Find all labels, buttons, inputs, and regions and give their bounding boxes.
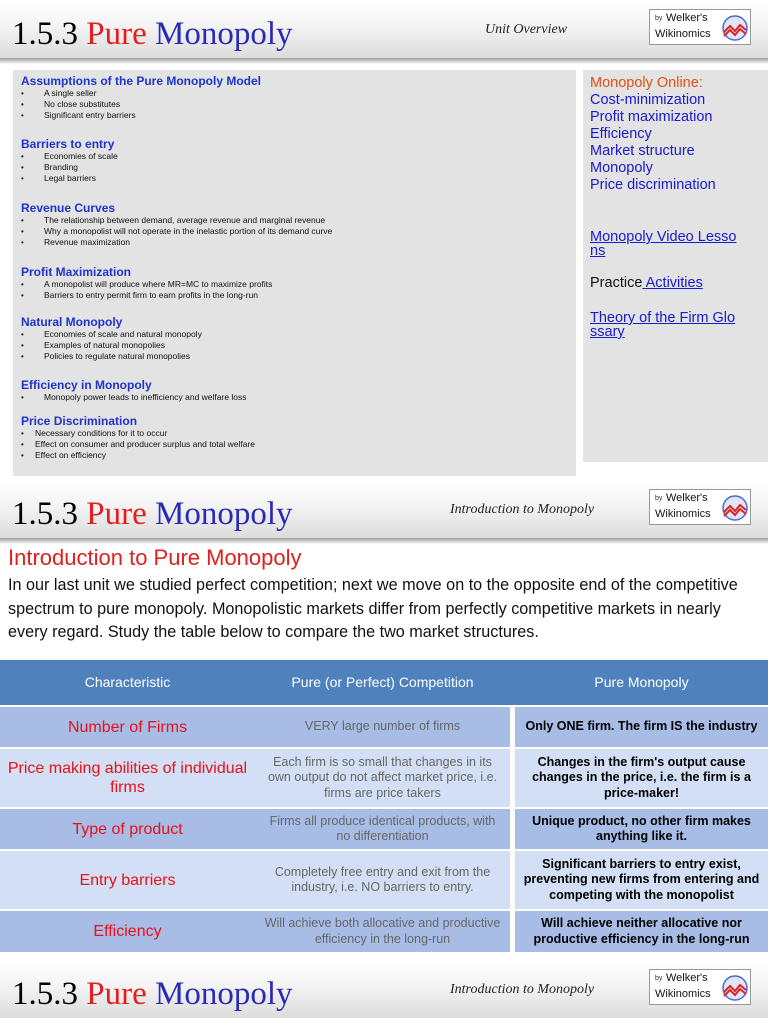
- table-header-cell: Pure Monopoly: [594, 674, 689, 690]
- list-item: • A monopolist will produce where MR=MC to maximize profits: [21, 279, 272, 290]
- wikinomics-logo[interactable]: by Welker's Wikinomics: [649, 489, 751, 525]
- header-subtitle: Unit Overview: [485, 22, 568, 37]
- online-resources-title: Monopoly Online:: [590, 75, 703, 91]
- link-profit-maximization[interactable]: Profit maximization: [590, 109, 713, 125]
- list-item: • Necessary conditions for it to occur: [21, 428, 255, 439]
- table-header-cell: Characteristic: [84, 674, 171, 690]
- section-barriers: Barriers to entry • Economies of scale • Branding • Legal barriers: [21, 137, 118, 185]
- slide-header-intro: [0, 480, 768, 538]
- overview-panel: [13, 70, 576, 476]
- list-item: • Significant entry barriers: [21, 110, 261, 121]
- table-row: Entry barriers Completely free entry and exit from the industry, i.e. NO barriers to entry. Significant barriers to entry exist, preventing new firms from entering and competing with the monopolist: [0, 851, 768, 909]
- wikinomics-logo[interactable]: by Welker's Wikinomics: [649, 9, 751, 45]
- page-title: 1.5.3 Pure Monopoly: [12, 976, 293, 1012]
- list-item: • The relationship between demand, average revenue and marginal revenue: [21, 215, 332, 226]
- section-revenue-curves: Revenue Curves • The relationship between demand, average revenue and marginal revenue • Why a monopolist will not operate in the inelastic portion of its demand curve • Revenue maximization: [21, 201, 332, 249]
- globe-icon: [722, 13, 748, 43]
- list-item: • Effect on efficiency: [21, 450, 255, 461]
- table-row: Number of Firms VERY large number of firms Only ONE firm. The firm IS the industry: [0, 707, 768, 747]
- list-item: • Monopoly power leads to inefficiency and welfare loss: [21, 392, 247, 403]
- practice-activities: Practice Activities: [590, 275, 703, 291]
- page-title: 1.5.3 Pure Monopoly: [12, 496, 293, 532]
- header-subtitle: Introduction to Monopoly: [450, 982, 595, 997]
- section-efficiency: Efficiency in Monopoly • Monopoly power leads to inefficiency and welfare loss: [21, 378, 247, 403]
- list-item: • Legal barriers: [21, 173, 118, 184]
- link-monopoly[interactable]: Monopoly: [590, 160, 653, 176]
- list-item: • Examples of natural monopolies: [21, 340, 202, 351]
- slide-header-overview: [0, 0, 768, 58]
- list-item: • Barriers to entry permit firm to earn profits in the long-run: [21, 290, 272, 301]
- list-item: • No close substitutes: [21, 99, 261, 110]
- intro-heading: Introduction to Pure Monopoly: [8, 545, 302, 570]
- table-header-cell: Pure (or Perfect) Competition: [291, 674, 474, 690]
- slide-header-intro-2: [0, 960, 768, 1018]
- link-market-structure[interactable]: Market structure: [590, 143, 695, 159]
- section-price-discrimination: Price Discrimination • Necessary conditions for it to occur • Effect on consumer and producer surplus and total welfare • Effect on efficiency: [21, 414, 255, 462]
- link-cost-minimization[interactable]: Cost-minimization: [590, 92, 706, 108]
- wikinomics-logo[interactable]: by Welker's Wikinomics: [649, 969, 751, 1005]
- table-row: Price making abilities of individual firms Each firm is so small that changes in its own output do not affect market price, i.e. firms are price takers Changes in the firm's output cause changes in the price, i.e. the firm is a price-maker!: [0, 749, 768, 807]
- table-row: Efficiency Will achieve both allocative and productive efficiency in the long-run Will achieve neither allocative nor productive efficiency in the long-run: [0, 911, 768, 952]
- list-item: • Why a monopolist will not operate in the inelastic portion of its demand curve: [21, 226, 332, 237]
- section-assumptions: Assumptions of the Pure Monopoly Model • A single seller • No close substitutes • Significant entry barriers: [21, 74, 261, 122]
- page-title: 1.5.3 Pure Monopoly: [12, 16, 293, 52]
- list-item: • A single seller: [21, 88, 261, 99]
- link-efficiency[interactable]: Efficiency: [590, 126, 652, 142]
- table-header-row: [0, 660, 768, 705]
- link-activities[interactable]: Activities: [642, 275, 703, 291]
- intro-paragraph: In our last unit we studied perfect competition; next we move on to the opposite end of the competitive spectrum to pure monopoly. Monopolistic markets differ from perfectly competitive markets in nearly every regard. Study the table below to compare the two market structures.: [8, 576, 738, 641]
- list-item: • Effect on consumer and producer surplus and total welfare: [21, 439, 255, 450]
- globe-icon: [722, 493, 748, 523]
- header-shadow: [0, 58, 768, 64]
- list-item: • Revenue maximization: [21, 237, 332, 248]
- header-subtitle: Introduction to Monopoly: [450, 502, 595, 517]
- column-divider: [510, 707, 515, 952]
- link-glossary[interactable]: Theory of the Firm Glo ssary: [590, 310, 736, 340]
- online-resources-panel: [583, 70, 768, 462]
- list-item: • Branding: [21, 162, 118, 173]
- list-item: • Economies of scale: [21, 151, 118, 162]
- list-item: • Economies of scale and natural monopoly: [21, 329, 202, 340]
- header-shadow: [0, 538, 768, 544]
- link-price-discrimination[interactable]: Price discrimination: [590, 177, 716, 193]
- section-profit-max: Profit Maximization • A monopolist will produce where MR=MC to maximize profits • Barriers to entry permit firm to earn profits in the long-run: [21, 265, 272, 301]
- section-natural-monopoly: Natural Monopoly • Economies of scale and natural monopoly • Examples of natural monopolies • Policies to regulate natural monopolies: [21, 315, 202, 363]
- globe-icon: [722, 973, 748, 1003]
- link-video-lessons[interactable]: Monopoly Video Lesso ns: [590, 229, 737, 259]
- list-item: • Policies to regulate natural monopolies: [21, 351, 202, 362]
- table-row: Type of product Firms all produce identical products, with no differentiation Unique product, no other firm makes anything like it.: [0, 809, 768, 849]
